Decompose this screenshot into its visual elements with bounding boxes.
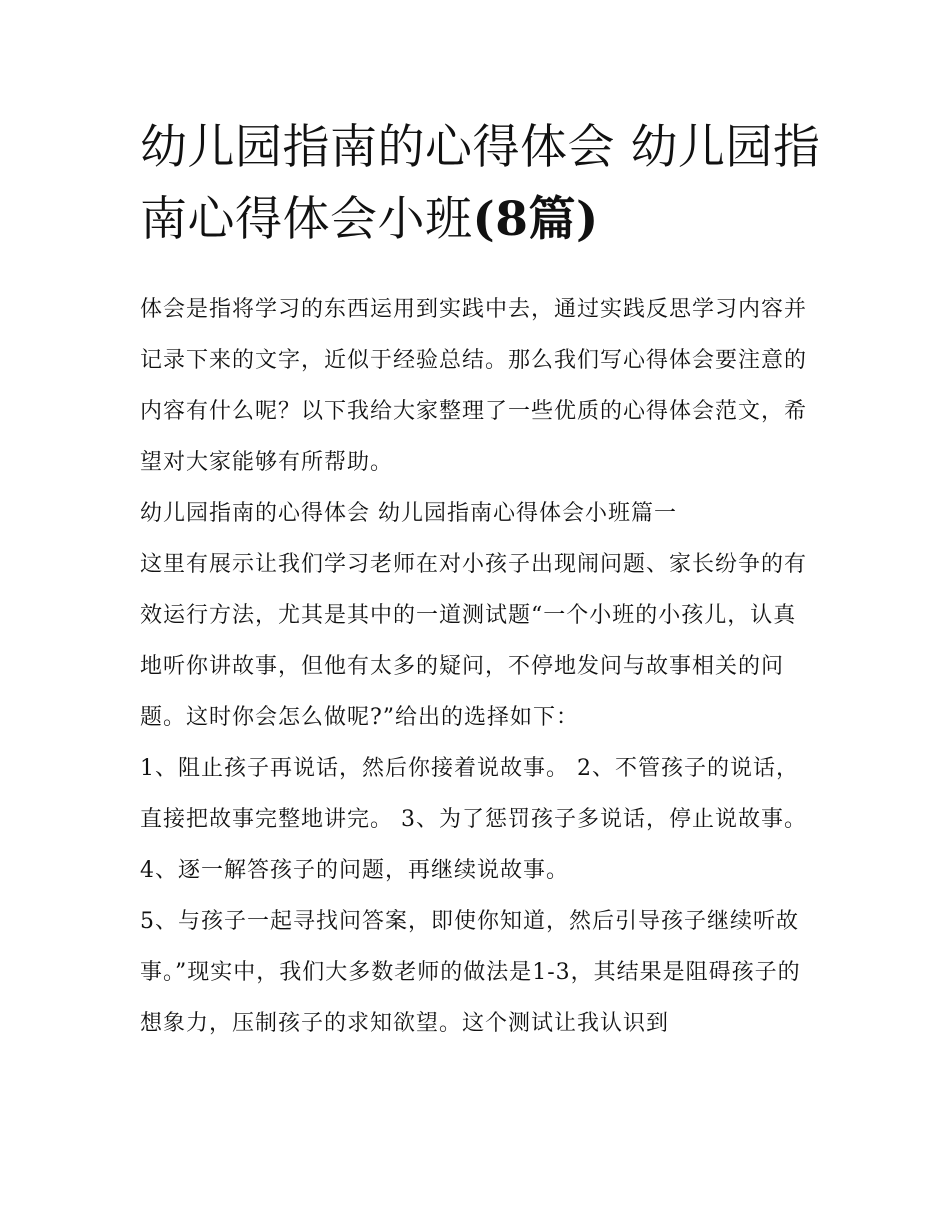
intro-paragraph: 体会是指将学习的东西运用到实践中去，通过实践反思学习内容并记录下来的文字，近似于经验总结。那么我们写心得体会要注意的内容有什么呢？以下我给大家整理了一些优质的心得体会范文，希望对大家能够有所帮助。: [140, 297, 808, 475]
title-main: 幼儿园指南的心得体会 幼儿园指南心得体会小班: [140, 120, 821, 247]
document-body: [140, 284, 815, 1049]
option-4-paragraph: 4、逐一解答孩子的问题，再继续说故事。: [140, 858, 569, 883]
document-title: [140, 112, 830, 256]
body-paragraph: 这里有展示让我们学习老师在对小孩子出现闹问题、家长纷争的有效运行方法，尤其是其中的一道测试题“一个小班的小孩儿，认真地听你讲故事，但他有太多的疑问，不停地发问与故事相关的问题。这时你会怎么做呢?”给出的选择如下：: [140, 552, 808, 730]
options-paragraph: 1、阻止孩子再说话，然后你接着说故事。 2、不管孩子的说话，直接把故事完整地讲完。 3、为了惩罚孩子多说话，停止说故事。: [140, 756, 807, 832]
section-heading: 幼儿园指南的心得体会 幼儿园指南心得体会小班篇一: [140, 501, 677, 526]
title-suffix: (8篇): [472, 192, 599, 247]
option-5-paragraph: 5、与孩子一起寻找问答案，即使你知道，然后引导孩子继续听故事。”现实中，我们大多数老师的做法是1-3，其结果是阻碍孩子的想象力，压制孩子的求知欲望。这个测试让我认识到: [140, 909, 801, 1036]
